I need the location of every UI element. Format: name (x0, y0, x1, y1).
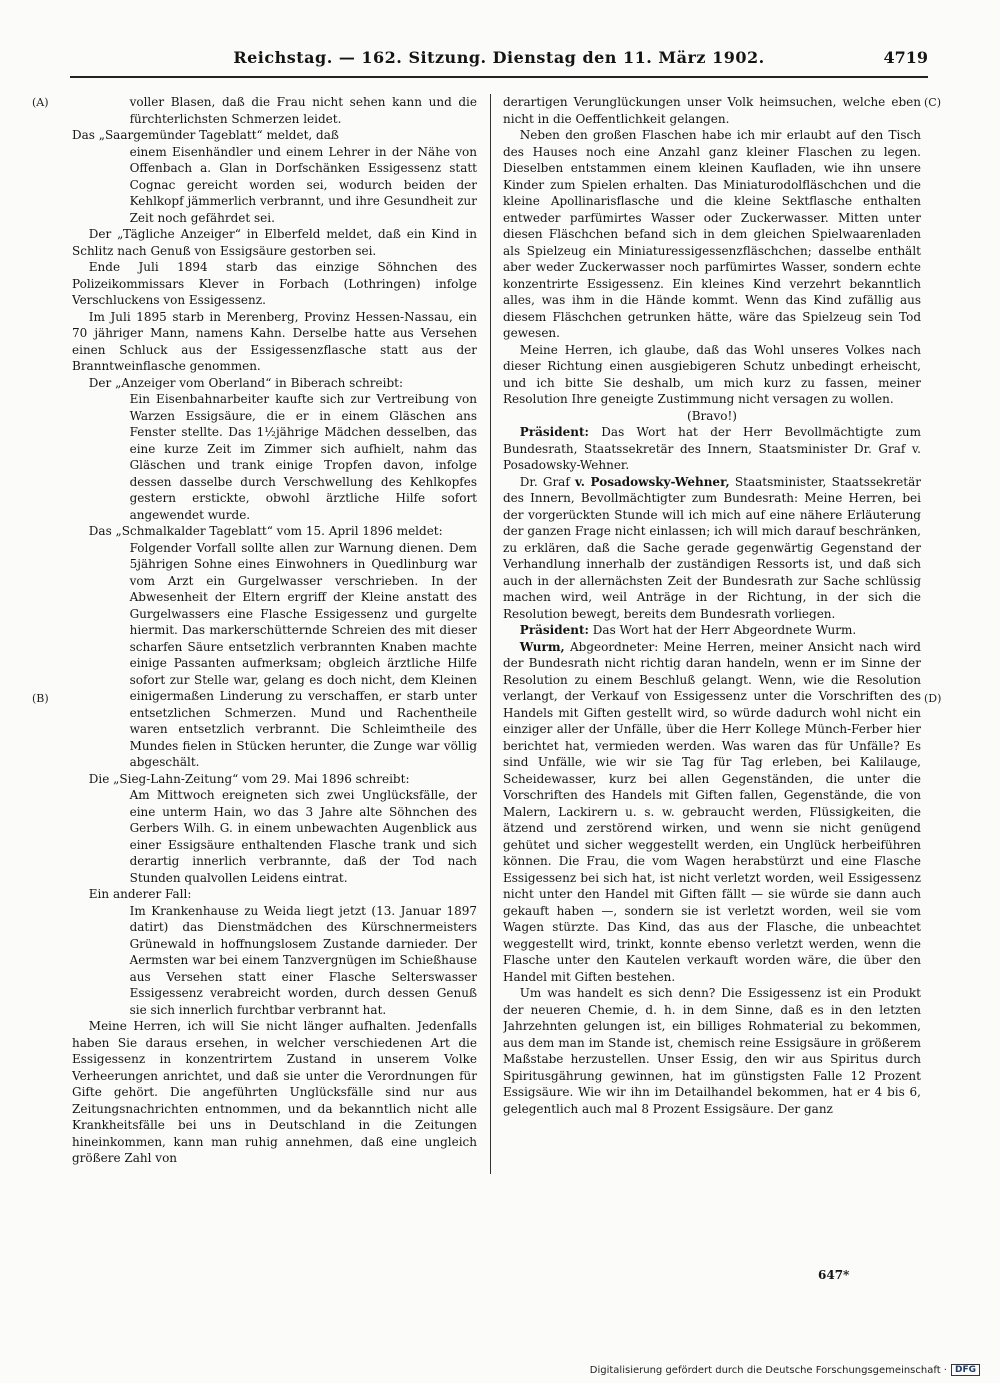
quote-paragraph: Im Krankenhause zu Weida liegt jetzt (13. Januar 1897 datirt) das Dienstmädchen des Kürschnermeisters Grünewald in hoffnungslosem Zustande darnieder. Der Aermsten war bei einem Tanzvergnügen im Schießhause aus Versehen statt einer Flasche Selterswasser Essigessenz verabreicht worden, durch dessen Genuß sie sich innerlich furchtbar verbrannt hat. (129, 903, 477, 1017)
speech-text: Abgeordneter: Meine Herren, meiner Ansicht nach wird der Bundesrath nicht richtig daran handeln, wenn er im Sinne der Resolution zu einem Beschluß gelangt. Wenn, wie die Resolution verlangt, der Verkauf von Essigessenz unter die Vorschriften des Handels mit Giften gestellt wird, so würde dadurch wohl nicht ein einziger aller der Unfälle, über die Herr Kollege Münch-Ferber hier berichtet hat, vermieden werden. Was waren das für Unfälle? Es sind Unfälle, wie wir sie Tag für Tag erleben, bei Kalilauge, Scheidewasser, kurz bei allen Gegenständen, die unter die Vorschriften des Handels mit Giften fallen, Gegenstände, die von Malern, Lackirern u. s. w. gebraucht werden, Flüssigkeiten, die ätzend und zerstörend wirken, und wenn sie nicht genügend gehütet und sicher weggestellt werden, ein Unglück herbeiführen können. Die Frau, die vom Wagen herabstürzt und eine Flasche Essigessenz bei sich hat, ist nicht verletzt worden, weil Essigessenz nicht unter den Handel mit Giften fällt — sie würde sie dann auch gekauft haben —, sondern sie ist verletzt worden, weil sie vom Wagen stürzte. Das Kind, das aus der Flasche, die unbeachtet weggestellt wird, trinkt, konnte ebenso verletzt werden, wenn die Flasche unter den Kautelen verkauft worden wäre, die über den Handel mit Giften bestehen. (503, 639, 921, 984)
margin-marker-b: (B) (32, 692, 49, 705)
left-column (72, 94, 477, 1194)
speech-text: Staatsminister, Staatssekretär des Innern, Bevollmächtigter zum Bundesrath: Meine Herren, bei der vorgerückten Stunde will ich mich auf eine nähere Erläuterung der ganzen Frage nicht einlassen; ich will mich darauf beschränken, zu erklären, daß die Sache gerade gegenwärtig Gegenstand der Verhandlung innerhalb der zuständigen Ressorts ist, und daß sich auch in der allernächsten Zeit der Bundesrath zur Sache schlüssig machen wird, weil Anträge in der Richtung, in der sich die Resolution bewegt, bereits dem Bundesrath vorliegen. (503, 474, 921, 621)
quote-paragraph: Ein Eisenbahnarbeiter kaufte sich zur Vertreibung von Warzen Essigsäure, die er in einem Gläschen ans Fenster stellte. Das 1½jährige Mädchen desselben, das eine kurze Zeit im Zimmer sich aufhielt, nahm das Gläschen und trank einige Tropfen davon, infolge dessen dasselbe durch Verschwellung des Kehlkopfes gestern erstickte, obwohl ärztliche Hilfe sofort angewendet wurde. (129, 392, 477, 522)
paragraph: Der „Anzeiger vom Oberland“ in Biberach schreibt: (88, 375, 403, 390)
paragraph: Der „Tägliche Anzeiger“ in Elberfeld meldet, daß ein Kind in Schlitz nach Genuß von Essigsäure gestorben sei. (72, 227, 477, 258)
paragraph: Das „Schmalkalder Tageblatt“ vom 15. April 1896 meldet: (88, 524, 443, 538)
applause-note: (Bravo!) (687, 408, 737, 423)
paragraph: Im Juli 1895 starb in Merenberg, Provinz Hessen-Nassau, ein 70 jähriger Mann, namens Kahn. Derselbe hatte aus Versehen einen Schluck aus der Essigessenzflasche statt aus der Branntweinflasche genommen. (72, 309, 477, 373)
margin-marker-d: (D) (924, 692, 942, 705)
paragraph: Meine Herren, ich will Sie nicht länger aufhalten. Jedenfalls haben Sie daraus ersehen, in welcher verschiedenen Art die Essigessenz in konzentrirtem Zustand in unserem Volke Verheerungen anrichtet, und daß sie unter die Verordnungen für Gifte gehört. Die angeführten Unglücksfälle sind nur aus Zeitungsnachrichten entnommen, und da bekanntlich nicht alle Krankheitsfälle bei uns in Deutschland in die Zeitungen hineinkommen, kann man ruhig annehmen, daß eine ungleich größere Zahl von (72, 1019, 477, 1165)
dfg-logo: DFG (951, 1364, 980, 1376)
speaker-prefix: Dr. Graf (519, 474, 570, 489)
speaker-paragraph (503, 424, 921, 474)
digitization-footer (590, 1364, 980, 1376)
quote-paragraph: einem Eisenhändler und einem Lehrer in der Nähe von Offenbach a. Glan in Dorfschänken Essigessenz statt Cognac gereicht worden sei, wodurch beiden der Kehlkopf jämmerlich verbrannt, und ihre Gesundheit zur Zeit noch gefährdet sei. (129, 144, 477, 225)
right-column (503, 94, 921, 1194)
page-number: 4719 (883, 48, 928, 67)
sheet-signature: 647* (818, 1268, 850, 1282)
paragraph: Ende Juli 1894 starb das einzige Söhnchen des Polizeikommissars Klever in Forbach (Lothringen) infolge Verschluckens von Essigessenz. (72, 260, 477, 307)
speaker-name: v. Posadowsky-Wehner, (575, 474, 730, 489)
quote-paragraph: Folgender Vorfall sollte allen zur Warnung dienen. Dem 5jährigen Sohne eines Einwohners in Quedlinburg war vom Arzt ein Gurgelwasser verschrieben. In der Abwesenheit der Eltern ergriff der Kleine anstatt des Gurgelwassers eine Flasche Essigessenz und gurgelte hiermit. Das markerschütternde Schreien des mit dieser scharfen Säure entsetzlich verbrannten Knaben machte einige Passanten aufmerksam; obgleich ärztliche Hilfe sofort zur Stelle war, gelang es doch nicht, dem Kleinen einigermaßen Linderung zu verschaffen, er starb unter entsetzlichen Schmerzen. Mund und Rachentheile waren entsetzlich verbrannt. Die Schleimtheile des Mundes fielen in Stücken herunter, die Zunge war völlig abgeschält. (129, 540, 477, 769)
margin-marker-c: (C) (924, 96, 941, 109)
paragraph: derartigen Verunglückungen unser Volk heimsuchen, welche eben nicht in die Oeffentlichkeit gelangen. (503, 95, 921, 126)
running-title: Reichstag. — 162. Sitzung. Dienstag den 11. März 1902. (233, 48, 765, 67)
paragraph: Ein anderer Fall: (88, 887, 192, 901)
speaker-name: Präsident: (519, 623, 589, 637)
running-header (70, 44, 928, 78)
paragraph: Das „Saargemünder Tageblatt“ meldet, daß (72, 128, 339, 142)
speaker-paragraph (503, 622, 921, 639)
quote-paragraph: Am Mittwoch ereigneten sich zwei Unglücksfälle, der eine unterm Hain, wo das 3 Jahre alte Söhnchen des Gerbers Wilh. G. in einem unbewachten Augenblick aus einer Essigsäure enthaltenden Flasche trank und sich derartig innerlich verbrannte, daß der Tod nach Stunden qualvollen Leidens eintrat. (129, 788, 477, 885)
speaker-name: Präsident: (519, 425, 589, 439)
speech-text: Das Wort hat der Herr Bevollmächtigte zum Bundesrath, Staatssekretär des Innern, Staatsminister Dr. Graf v. Posadowsky-Wehner. (503, 425, 921, 472)
paragraph: Meine Herren, ich glaube, daß das Wohl unseres Volkes nach dieser Richtung einen ausgiebigeren Schutz unbedingt erheischt, und ich bitte Sie deshalb, um mich kurz zu fassen, meiner Resolution Ihre geneigte Zustimmung nicht versagen zu wollen. (503, 342, 921, 406)
paragraph: Neben den großen Flaschen habe ich mir erlaubt auf den Tisch des Hauses noch eine Anzahl ganz kleiner Flaschen zu legen. Dieselben entstammen einem kleinen Kaufladen, wie ihn unsere Kinder zum Spielen erhalten. Das Miniaturodolfläschchen und die kleine Apollinarisflasche und die kleine Sektflasche enthalten entweder parfümirtes Wasser oder Zuckerwasser. Mitten unter diesen Fläschchen befand sich in dem gleichen Spielwaarenladen als Spielzeug ein Miniaturessigessenzfläschchen; dasselbe enthält aber weder Zuckerwasser noch parfümirtes Wasser, sondern echte konzentrirte Essigessenz. Ein kleines Kind verzehrt bekanntlich alles, was ihm in die Hände kommt. Wenn das Kind zufällig aus diesem Fläschchen getrunken hätte, wäre das Spielzeug sein Tod gewesen. (503, 128, 921, 340)
margin-marker-a: (A) (32, 96, 49, 109)
paragraph: voller Blasen, daß die Frau nicht sehen kann und die fürchterlichsten Schmerzen leidet. (129, 95, 477, 126)
speech-text: Das Wort hat der Herr Abgeordnete Wurm. (592, 623, 857, 637)
speaker-paragraph (503, 474, 921, 623)
speaker-name: Wurm, (519, 639, 565, 654)
paragraph: Die „Sieg-Lahn-Zeitung“ vom 29. Mai 1896 schreibt: (88, 771, 410, 786)
paragraph: Um was handelt es sich denn? Die Essigessenz ist ein Produkt der neueren Chemie, d. h. in dem Sinne, daß es in den letzten Jahrzehnten gelungen ist, ein billiges Rohmaterial zu bekommen, aus dem man im Stande ist, chemisch reine Essigsäure in größerem Maßstabe herzustellen. Unser Essig, den wir aus Spiritus durch Spiritusgährung gewinnen, hat im günstigsten Falle 12 Prozent Essigsäure. Wie wir ihn im Detailhandel bekommen, hat er 4 bis 6, gelegentlich auch mal 8 Prozent Essigsäure. Der ganz (503, 986, 921, 1116)
speaker-paragraph (503, 639, 921, 986)
column-divider (490, 94, 491, 1174)
footer-text: Digitalisierung gefördert durch die Deutsche Forschungsgemeinschaft · (589, 1364, 947, 1376)
